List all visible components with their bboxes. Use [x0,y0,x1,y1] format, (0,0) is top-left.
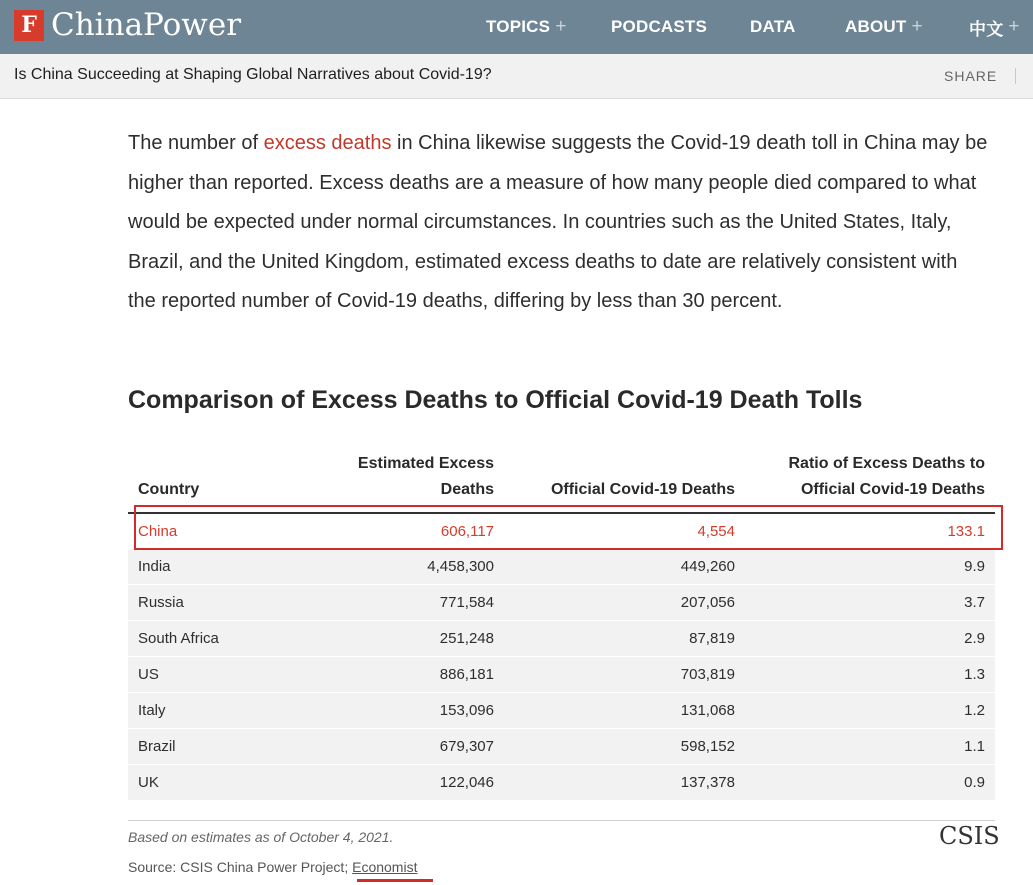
divider [1015,68,1016,84]
nav-chinese-label: 中文 [969,19,1004,39]
table-title: Comparison of Excess Deaths to Official Covid-19 Death Tolls [128,386,863,414]
cell-official: 703,819 [680,666,735,683]
nav-about[interactable] [845,16,923,38]
china-row-highlight-box [134,505,1003,550]
nav-topics-label: TOPICS [486,17,551,36]
cell-country: India [138,558,171,575]
share-button[interactable]: SHARE [944,68,998,84]
header-ratio-line1: Ratio of Excess Deaths to [788,455,985,472]
table-row [128,729,995,765]
nav-podcasts-label: PODCASTS [611,17,708,36]
cell-country: Russia [138,594,184,611]
cell-ratio: 1.3 [964,666,985,683]
table-row [128,693,995,729]
source-link-underline [357,879,433,882]
cell-excess: 886,181 [439,666,494,683]
cell-ratio: 2.9 [964,630,985,647]
header-excess-line1: Estimated Excess [357,455,494,472]
cell-ratio: 3.7 [964,594,985,611]
cell-ratio: 1.1 [964,738,985,755]
source-line [128,859,417,875]
cell-official: 207,056 [680,594,735,611]
cell-excess: 251,248 [439,630,494,647]
nav-data-label: DATA [750,17,796,36]
source-prefix: Source: CSIS China Power Project; [128,859,353,875]
article-subheader [0,54,1033,99]
economist-source-link[interactable]: Economist [352,859,418,875]
header-country: Country [138,481,200,498]
cell-excess: 679,307 [439,738,494,755]
paragraph-text-start: The number of [128,132,264,154]
header-official-deaths: Official Covid-19 Deaths [550,481,735,498]
table-row [128,657,995,693]
table-row [128,765,995,801]
plus-icon: + [555,16,567,37]
cell-excess: 771,584 [439,594,494,611]
excess-deaths-link[interactable]: excess deaths [263,132,392,154]
cell-official: 449,260 [680,558,735,575]
table-row [128,585,995,621]
cell-ratio: 1.2 [964,702,985,719]
header-estimated-excess-deaths [314,451,494,503]
header-ratio-line2: Official Covid-19 Deaths [800,481,985,498]
plus-icon: + [1008,16,1020,37]
top-navigation [0,0,1033,54]
nav-topics[interactable] [486,16,566,38]
cell-ratio: 0.9 [964,774,985,791]
logo-mark-icon: F [14,10,44,41]
cell-official: 131,068 [680,702,735,719]
cell-official: 137,378 [680,774,735,791]
cell-official: 4,554 [697,523,735,540]
chinapower-logo[interactable] [14,8,241,42]
excess-deaths-table [128,448,995,801]
cell-excess: 606,117 [440,523,494,540]
article-paragraph [128,124,988,322]
cell-country: China [138,523,178,540]
nav-podcasts[interactable] [611,17,707,37]
cell-country: UK [138,774,159,791]
nav-chinese[interactable] [969,15,1020,40]
table-row [128,621,995,657]
header-excess-line2: Deaths [440,481,494,498]
cell-country: South Africa [138,630,219,647]
nav-data[interactable] [750,17,796,37]
cell-official: 87,819 [689,630,735,647]
table-row [128,549,995,585]
logo-text: ChinaPower [51,7,242,43]
cell-excess: 153,096 [439,702,494,719]
cell-ratio: 9.9 [964,558,985,575]
footnote: Based on estimates as of October 4, 2021. [128,829,394,845]
nav-about-label: ABOUT [845,17,907,36]
cell-official: 598,152 [680,738,735,755]
plus-icon: + [911,16,923,37]
cell-excess: 4,458,300 [427,558,494,575]
cell-country: Italy [138,702,166,719]
header-ratio [745,451,985,503]
article-title: Is China Succeeding at Shaping Global Narratives about Covid-19? [14,66,492,83]
cell-country: US [138,666,159,683]
cell-country: Brazil [138,738,176,755]
cell-excess: 122,046 [439,774,494,791]
csis-logo: CSIS [939,822,1000,850]
footer-divider [128,820,995,821]
paragraph-text-end: in China likewise suggests the Covid-19 death toll in China may be higher than reported. Excess deaths are a measure of how many people died compared to what would be expected under normal circumstances. In countries such as the United States, Italy, Brazil, and the United Kingdom, estimated excess deaths to date are relatively consistent with the reported number of Covid-19 deaths, differing by less than 30 percent. [128,132,988,312]
cell-ratio: 133.1 [947,523,985,540]
